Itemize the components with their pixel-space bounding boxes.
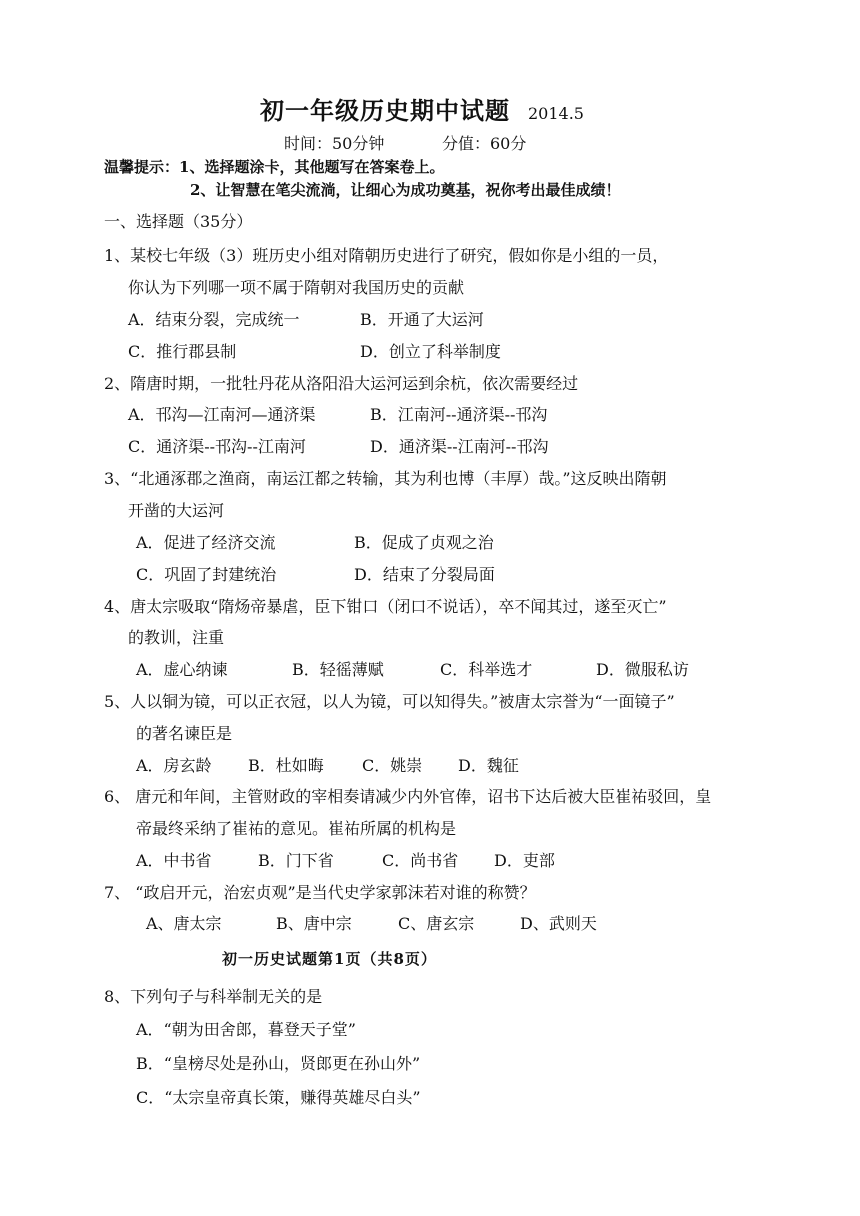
exam-score: 分值：60分 <box>442 134 527 153</box>
question-6-stem: 6、 唐元和年间，主管财政的宰相奏请减少内外官俸，诏书下达后被大臣崔祐驳回，皇 <box>104 787 712 806</box>
question-7-option-b: B、唐中宗 <box>276 914 352 933</box>
question-3-option-b: B．促成了贞观之治 <box>354 533 494 552</box>
exam-title <box>260 96 584 129</box>
question-6-option-c: C．尚书省 <box>382 851 459 870</box>
exam-time: 时间：50分钟 <box>284 134 385 153</box>
question-5-option-a: A．房玄龄 <box>136 756 212 775</box>
question-8-option-c: C．“太宗皇帝真长策，赚得英雄尽白头” <box>136 1088 421 1107</box>
question-1-stem-cont: 你认为下列哪一项不属于隋朝对我国历史的贡献 <box>128 278 465 297</box>
question-6-option-a: A．中书省 <box>136 851 212 870</box>
question-5-option-b: B．杜如晦 <box>248 756 324 775</box>
question-3-stem: 3、“北通涿郡之渔商，南运江都之转输，其为利也博（丰厚）哉。”这反映出隋朝 <box>104 469 667 488</box>
question-1-option-c: C．推行郡县制 <box>128 342 237 361</box>
section-heading: 一、选择题（35分） <box>104 212 253 231</box>
question-1-stem: 1、某校七年级（3）班历史小组对隋朝历史进行了研究，假如你是小组的一员， <box>104 246 669 265</box>
question-2-stem: 2、隋唐时期，一批牡丹花从洛阳沿大运河运到余杭，依次需要经过 <box>104 374 579 393</box>
question-7-option-c: C、唐玄宗 <box>398 914 475 933</box>
question-8-stem: 8、下列句子与科举制无关的是 <box>104 987 323 1006</box>
question-6-stem-cont: 帝最终采纳了崔祐的意见。崔祐所属的机构是 <box>136 819 457 838</box>
question-4-option-d: D．微服私访 <box>596 660 689 679</box>
question-6-option-d: D．吏部 <box>494 851 555 870</box>
question-6-option-b: B．门下省 <box>258 851 334 870</box>
exam-date: 2014.5 <box>528 104 584 123</box>
question-8-option-b: B．“皇榜尽处是孙山，贤郎更在孙山外” <box>136 1054 421 1073</box>
question-4-option-b: B．轻徭薄赋 <box>292 660 384 679</box>
question-5-option-d: D．魏征 <box>458 756 519 775</box>
question-5-stem: 5、人以铜为镜，可以正衣冠，以人为镜，可以知得失。”被唐太宗誉为“一面镜子” <box>104 692 675 711</box>
question-3-option-c: C．巩固了封建统治 <box>136 565 277 584</box>
question-7-option-a: A、唐太宗 <box>146 914 222 933</box>
question-7-stem: 7、 “政启开元，治宏贞观”是当代史学家郭沫若对谁的称赞？ <box>104 883 536 902</box>
question-1-option-a: A．结束分裂，完成统一 <box>128 310 300 329</box>
question-5-option-c: C．姚崇 <box>362 756 423 775</box>
question-3-stem-cont: 开凿的大运河 <box>128 501 225 520</box>
tip-line-2: 2、让智慧在笔尖流淌，让细心为成功奠基，祝你考出最佳成绩！ <box>190 181 621 199</box>
tip-line-1: 温馨提示：1、选择题涂卡，其他题写在答案卷上。 <box>104 158 445 176</box>
question-2-option-d: D．通济渠--江南河--邗沟 <box>370 437 549 456</box>
question-8-option-a: A．“朝为田舍郎，暮登天子堂” <box>136 1020 356 1039</box>
question-2-option-c: C．通济渠--邗沟--江南河 <box>128 437 306 456</box>
question-4-stem: 4、唐太宗吸取“隋炀帝暴虐，臣下钳口（闭口不说话），卒不闻其过，遂至灭亡” <box>104 597 667 616</box>
question-3-option-d: D．结束了分裂局面 <box>354 565 495 584</box>
question-4-stem-cont: 的教训，注重 <box>128 628 225 647</box>
question-1-option-d: D．创立了科举制度 <box>360 342 501 361</box>
question-4-option-c: C．科举选才 <box>440 660 533 679</box>
question-7-option-d: D、武则天 <box>520 914 597 933</box>
question-1-option-b: B．开通了大运河 <box>360 310 484 329</box>
question-2-option-a: A．邗沟—江南河—通济渠 <box>128 405 316 424</box>
question-2-option-b: B．江南河--通济渠--邗沟 <box>370 405 548 424</box>
question-3-option-a: A．促进了经济交流 <box>136 533 276 552</box>
exam-title-text: 初一年级历史期中试题 <box>260 96 510 125</box>
question-5-stem-cont: 的著名谏臣是 <box>136 724 233 743</box>
question-4-option-a: A．虚心纳谏 <box>136 660 228 679</box>
page-footer: 初一历史试题第1页（共8页） <box>222 950 437 968</box>
